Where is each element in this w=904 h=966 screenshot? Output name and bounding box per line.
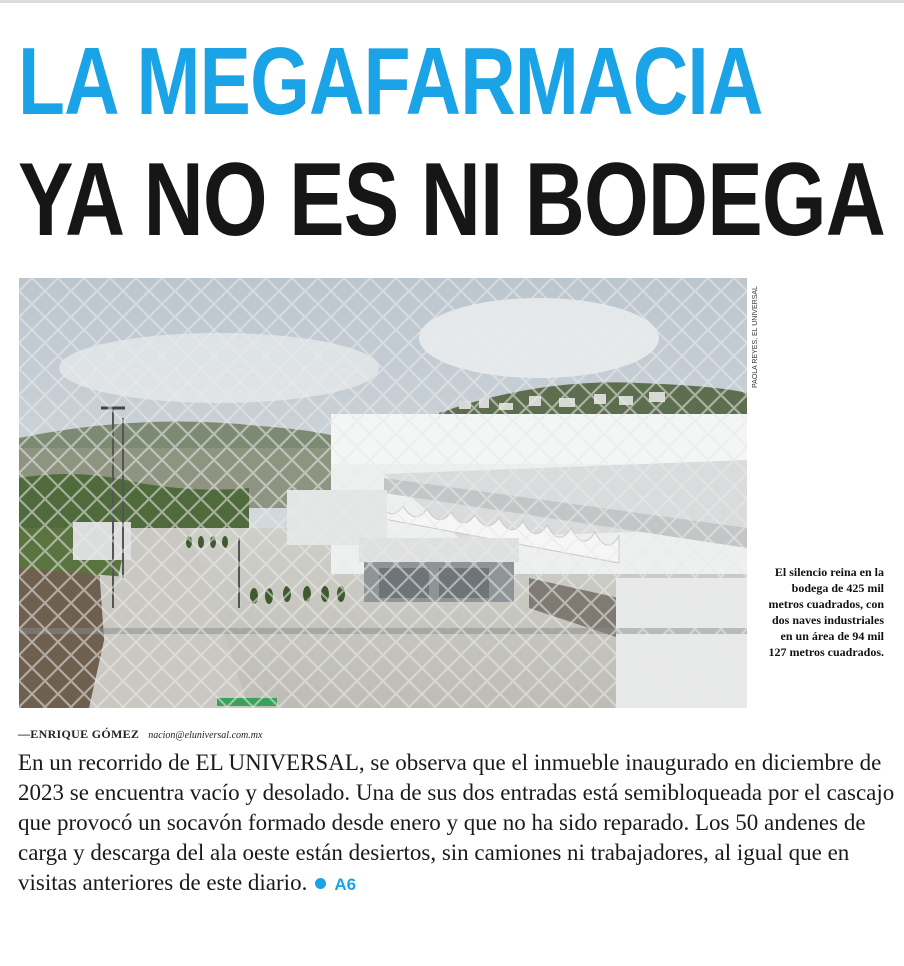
byline xyxy=(18,727,262,742)
byline-email[interactable]: nacion@eluniversal.com.mx xyxy=(148,730,263,741)
page-ref[interactable]: A6 xyxy=(334,875,357,894)
byline-author: —ENRIQUE GÓMEZ xyxy=(18,727,140,741)
headline-line-2: YA NO ES NI BODEGA xyxy=(18,142,886,258)
photo-credit: PAOLA REYES, EL UNIVERSAL xyxy=(752,286,759,388)
headline-line-1: LA MEGAFARMACIA xyxy=(18,28,763,135)
photo-caption: El silencio reina en la bodega de 425 mil metros cuadrados, con dos naves industriales en un área de 94 mil 127 metros cuadrados. xyxy=(768,565,884,659)
warehouse-photo xyxy=(19,278,747,708)
top-rule xyxy=(0,0,904,3)
page-ref-bullet-icon xyxy=(315,878,326,889)
article-body-text: En un recorrido de EL UNIVERSAL, se observa que el inmueble inaugurado en diciembre de 2023 se encuentra vacío y desolado. Una de sus dos entradas está semibloqueada por el cascajo que provocó un socavón formado desde enero y que no ha sido reparado. Los 50 andenes de carga y descarga del ala oeste están desiertos, sin camiones ni trabajadores, al igual que en visitas anteriores de este diario. xyxy=(18,750,895,895)
article-body xyxy=(18,748,898,900)
